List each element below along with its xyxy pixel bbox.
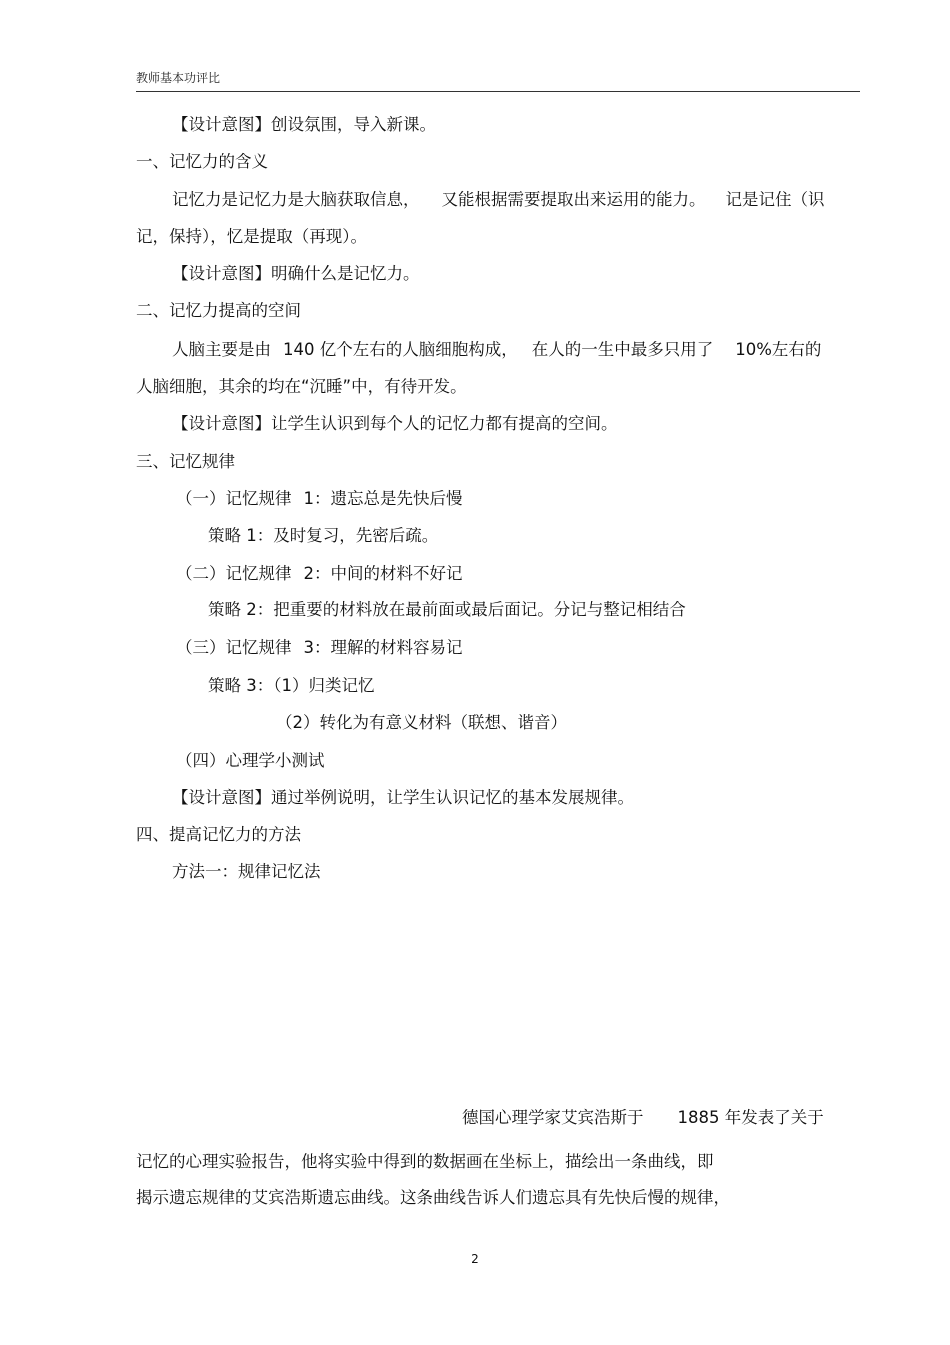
text-run: 1：遗忘总是先快后慢 — [303, 489, 463, 508]
header-rule — [136, 91, 860, 92]
text-run: 又能根据需要提取出来运用的能力。 — [441, 190, 706, 209]
rule-line-1 — [176, 489, 463, 509]
text-run: 140 亿个左右的人脑细胞构成， — [283, 340, 518, 359]
text-run: 记忆力是记忆力是大脑获取信息， — [172, 190, 420, 209]
text-run: （三）记忆规律 — [176, 638, 292, 657]
text-run: （一）记忆规律 — [176, 489, 292, 508]
paragraph-line: 记，保持），忆是提取（再现）。 — [136, 227, 367, 246]
text-run: 记是记住（识 — [725, 190, 825, 209]
text-run: 3：理解的材料容易记 — [303, 638, 463, 657]
method-1: 方法一：规律记忆法 — [172, 862, 321, 881]
text-run: 2：中间的材料不好记 — [303, 564, 463, 583]
section-heading-3: 三、记忆规律 — [136, 452, 235, 471]
strategy-1: 策略 1：及时复习，先密后疏。 — [208, 526, 439, 545]
text-run: 人脑主要是由 — [172, 340, 271, 359]
running-header: 教师基本功评比 — [136, 71, 221, 85]
design-intent-1: 【设计意图】创设氛围，导入新课。 — [172, 115, 436, 134]
rule-line-3 — [176, 638, 463, 658]
paragraph-line: 记忆的心理实验报告，他将实验中得到的数据画在坐标上，描绘出一条曲线，即 — [136, 1152, 714, 1171]
page-number: 2 — [471, 1252, 479, 1266]
text-run: （二）记忆规律 — [176, 564, 292, 583]
strategy-2: 策略 2：把重要的材料放在最前面或最后面记。分记与整记相结合 — [208, 600, 686, 619]
paragraph-line: 揭示遗忘规律的艾宾浩斯遗忘曲线。这条曲线告诉人们遗忘具有先快后慢的规律， — [136, 1188, 730, 1207]
paragraph-line — [172, 190, 825, 210]
rule-line-2 — [176, 564, 463, 584]
section-heading-4: 四、提高记忆力的方法 — [136, 825, 301, 844]
text-run: 1885 年发表了关于 — [677, 1108, 824, 1127]
rule-line-4: （四）心理学小测试 — [176, 751, 325, 770]
design-intent-3: 【设计意图】让学生认识到每个人的记忆力都有提高的空间。 — [172, 414, 618, 433]
design-intent-4: 【设计意图】通过举例说明，让学生认识记忆的基本发展规律。 — [172, 788, 634, 807]
paragraph-line — [462, 1108, 824, 1128]
text-run: 在人的一生中最多只用了 — [531, 340, 714, 359]
paragraph-line — [172, 340, 821, 360]
text-run: 德国心理学家艾宾浩斯于 — [462, 1108, 644, 1127]
design-intent-2: 【设计意图】明确什么是记忆力。 — [172, 264, 420, 283]
strategy-3: 策略 3：（1）归类记忆 — [208, 676, 375, 695]
strategy-3-part-2: （2）转化为有意义材料（联想、谐音） — [276, 713, 567, 732]
section-heading-1: 一、记忆力的含义 — [136, 152, 268, 171]
section-heading-2: 二、记忆力提高的空间 — [136, 301, 301, 320]
paragraph-line: 人脑细胞，其余的均在“沉睡”中，有待开发。 — [136, 377, 467, 396]
text-run: 10%左右的 — [735, 340, 822, 359]
